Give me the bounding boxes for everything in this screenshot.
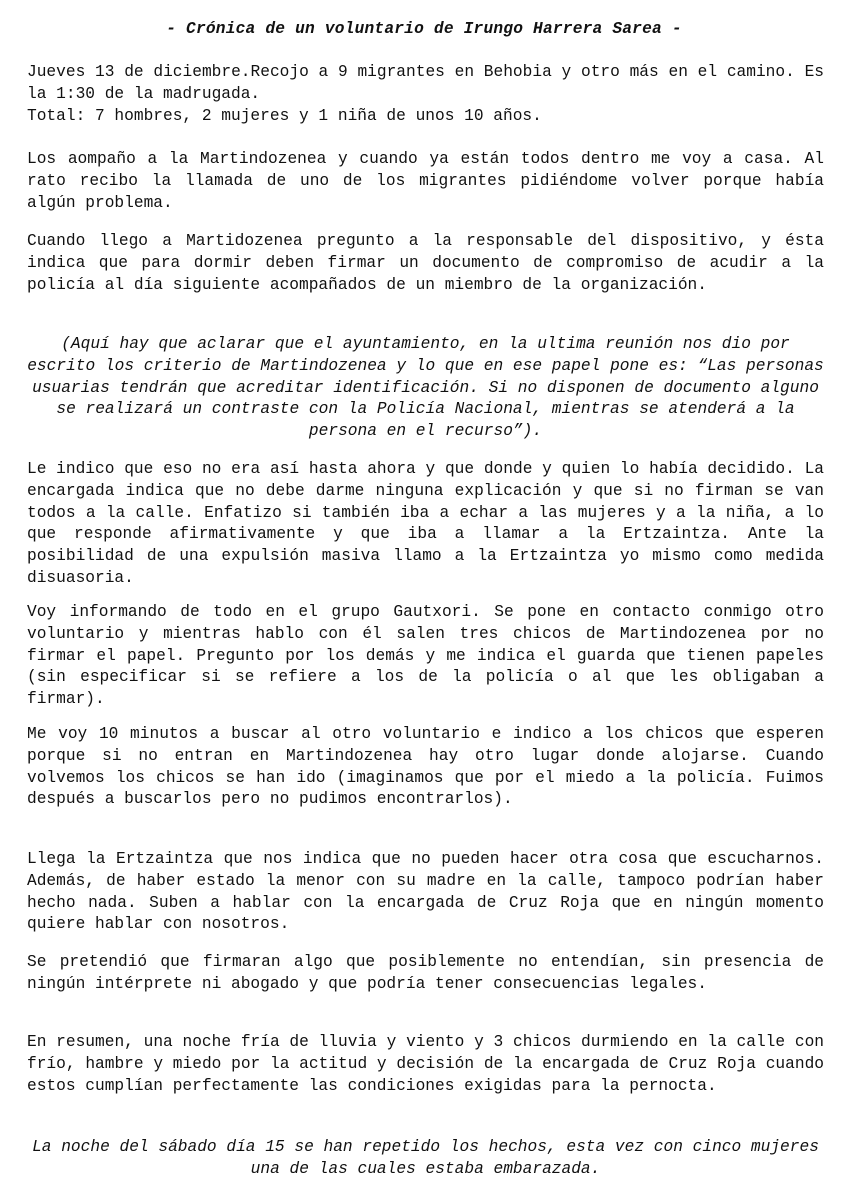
paragraph-gautxori: Voy informando de todo en el grupo Gautxori. Se pone en contacto conmigo otro voluntario y mientras hablo con él salen tres chicos de Martindozenea por no firmar el papel. Pregunto por los demás y me indica el guarda que tienen papeles (sin especificar si se refiere a los de la policía o al que les obligaban a firmar).: [27, 603, 824, 709]
paragraph-accompany: Los aompaño a la Martindozenea y cuando ya están todos dentro me voy a casa. Al rato recibo la llamada de uno de los migrantes pidiéndome volver porque había algún problema.: [27, 150, 824, 212]
paragraph-intro: Jueves 13 de diciembre.Recojo a 9 migrantes en Behobia y otro más en el camino. Es la 1:30 de la madrugada.: [27, 63, 824, 103]
paragraph-signature-issue: Se pretendió que firmaran algo que posiblemente no entendían, sin presencia de ningún intérprete ni abogado y que podría tener consecuencias legales.: [27, 953, 824, 993]
paragraph-search: Me voy 10 minutos a buscar al otro voluntario e indico a los chicos que esperen porque si no entran en Martindozenea hay otro lugar donde alojarse. Cuando volvemos los chicos se han ido (imaginamos que por el miedo a la policía. Fuimos después a buscarlos pero no pudimos encontrarlos).: [27, 725, 824, 809]
paragraph-total: Total: 7 hombres, 2 mujeres y 1 niña de unos 10 años.: [27, 107, 542, 125]
paragraph-clarification-note: (Aquí hay que aclarar que el ayuntamiento, en la ultima reunión nos dio por escrito los criterio de Martindozenea y lo que en ese papel pone es: “Las personas usuarias tendrán que acreditar identificación. Si no disponen de documento alguno se realizará un contraste con la Policía Nacional, mientras se atenderá a la persona en el recurso”).: [27, 335, 824, 441]
paragraph-discussion: Le indico que eso no era así hasta ahora y que donde y quien lo había decidido. La encargada indica que no debe darme ninguna explicación y que si no firman se van todos a la calle. Enfatizo si también iba a echar a las mujeres y a la niña, a lo que responde afirmativamente y que iba a llamar a la Ertzaintza. Ante la posibilidad de una expulsión masiva llamo a la Ertzaintza yo mismo como medida disuasoria.: [27, 460, 824, 587]
paragraph-closing-note: La noche del sábado día 15 se han repetido los hechos, esta vez con cinco mujeres una de las cuales estaba embarazada.: [32, 1138, 819, 1178]
paragraph-ertzaintza: Llega la Ertzaintza que nos indica que no pueden hacer otra cosa que escucharnos. Además, de haber estado la menor con su madre en la calle, tampoco podrían haber hecho nada. Suben a hablar con la encargada de Cruz Roja que en ningún momento quiere hablar con nosotros.: [27, 850, 824, 934]
document-title: - Crónica de un voluntario de Irungo Harrera Sarea -: [166, 20, 682, 38]
paragraph-arrival: Cuando llego a Martidozenea pregunto a la responsable del dispositivo, y ésta indica que para dormir deben firmar un documento de compromiso de acudir a la policía al día siguiente acompañados de un miembro de la organización.: [27, 232, 824, 294]
paragraph-summary: En resumen, una noche fría de lluvia y viento y 3 chicos durmiendo en la calle con frío, hambre y miedo por la actitud y decisión de la encargada de Cruz Roja cuando estos cumplían perfectamente las condiciones exigidas para la pernocta.: [27, 1033, 824, 1095]
